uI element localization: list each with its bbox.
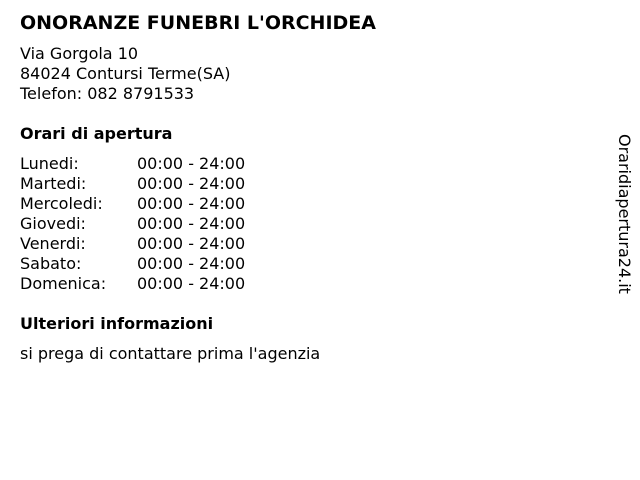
address-block xyxy=(20,44,230,104)
further-info-heading: Ulteriori informazioni xyxy=(20,314,214,333)
hours-value: 00:00 - 24:00 xyxy=(137,214,246,233)
hours-value: 00:00 - 24:00 xyxy=(137,274,246,293)
city-address: 84024 Contursi Terme(SA) xyxy=(20,64,231,83)
hours-row-thursday xyxy=(20,214,280,234)
further-info-text: si prega di contattare prima l'agenzia xyxy=(20,344,321,363)
hours-row-wednesday xyxy=(20,194,280,214)
hours-row-saturday xyxy=(20,254,280,274)
hours-value: 00:00 - 24:00 xyxy=(137,154,246,173)
day-label: Venerdi: xyxy=(20,234,86,253)
street-address: Via Gorgola 10 xyxy=(20,44,139,63)
page-title: ONORANZE FUNEBRI L'ORCHIDEA xyxy=(20,12,376,34)
hours-row-tuesday xyxy=(20,174,280,194)
hours-value: 00:00 - 24:00 xyxy=(137,174,246,193)
day-label: Sabato: xyxy=(20,254,82,273)
day-label: Giovedi: xyxy=(20,214,86,233)
day-label: Lunedi: xyxy=(20,154,79,173)
hours-value: 00:00 - 24:00 xyxy=(137,254,246,273)
hours-value: 00:00 - 24:00 xyxy=(137,194,246,213)
hours-value: 00:00 - 24:00 xyxy=(137,234,246,253)
phone-number: Telefon: 082 8791533 xyxy=(20,84,195,103)
hours-row-friday xyxy=(20,234,280,254)
opening-hours-heading: Orari di apertura xyxy=(20,124,173,143)
day-label: Domenica: xyxy=(20,274,107,293)
hours-row-monday xyxy=(20,154,280,174)
day-label: Martedi: xyxy=(20,174,87,193)
hours-row-sunday xyxy=(20,274,280,294)
day-label: Mercoledi: xyxy=(20,194,103,213)
opening-hours-table xyxy=(20,154,280,294)
watermark-text: Oraridiapertura24.it xyxy=(615,134,634,294)
